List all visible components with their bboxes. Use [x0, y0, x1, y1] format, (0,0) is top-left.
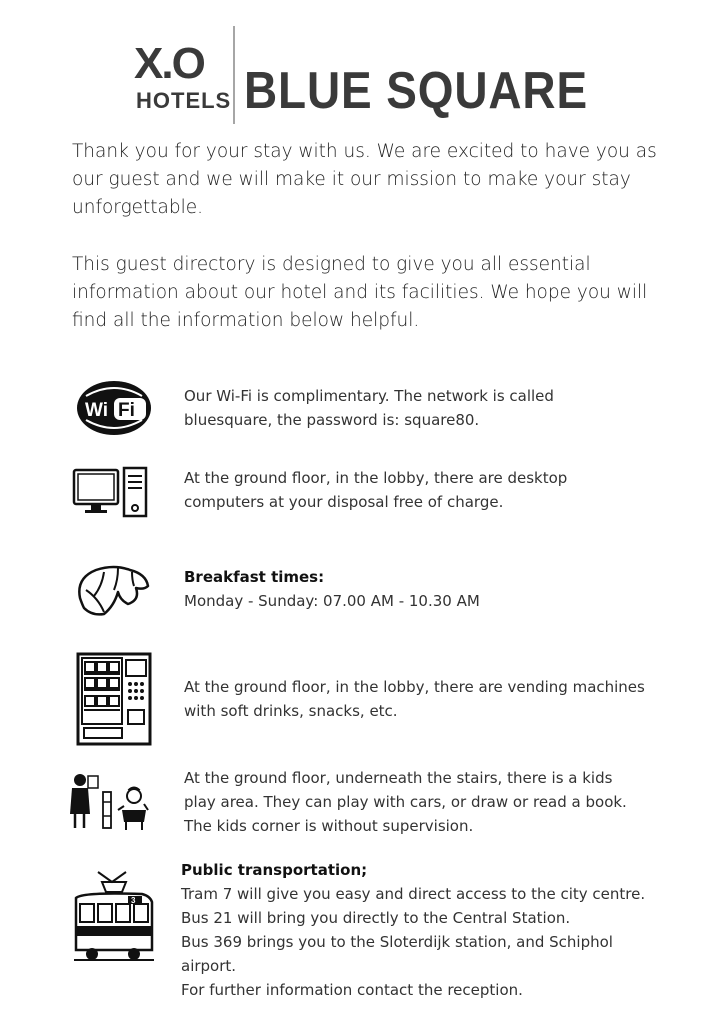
- tram-number: 3: [131, 896, 136, 905]
- vending-line-1: At the ground floor, in the lobby, there are vending machines: [184, 678, 645, 696]
- breakfast-title: Breakfast times:: [184, 568, 325, 586]
- vending-machine-icon: [76, 652, 152, 746]
- computers-line-1: At the ground floor, in the lobby, there are desktop: [184, 469, 568, 487]
- kids-line-1: At the ground floor, underneath the stairs, there is a kids: [184, 769, 613, 787]
- intro-paragraph-1: Thank you for your stay with us. We are excited to have you as our guest and we will make it our mission to make your stay unforgettable.: [72, 141, 657, 218]
- vending-text: [184, 675, 684, 723]
- intro-paragraph-2: This guest directory is designed to give you all essential information about our hotel and its facilities. We hope you will find all the information below helpful.: [72, 254, 648, 331]
- breakfast-text: [184, 565, 684, 613]
- transport-line-4: airport.: [181, 957, 237, 975]
- kids-play-icon: [68, 770, 150, 832]
- wifi-line-1: Our Wi-Fi is complimentary. The network is called: [184, 387, 554, 405]
- wifi-line-2: bluesquare, the password is: square80.: [184, 411, 480, 429]
- kids-line-2: play area. They can play with cars, or draw or read a book.: [184, 793, 627, 811]
- svg-text:Wi: Wi: [85, 400, 109, 421]
- computers-line-2: computers at your disposal free of charge.: [184, 493, 504, 511]
- svg-text:Fi: Fi: [118, 400, 135, 421]
- hotel-logo: [134, 26, 590, 124]
- tram-icon: [72, 870, 156, 964]
- transport-text: [181, 858, 681, 1002]
- transport-line-5: For further information contact the reception.: [181, 981, 523, 999]
- logo-brand: BLUE SQUARE: [244, 62, 588, 120]
- transport-line-3: Bus 369 brings you to the Sloterdijk station, and Schiphol: [181, 933, 613, 951]
- logo-xo: X.O: [134, 39, 204, 88]
- wifi-icon: [74, 378, 154, 438]
- vending-line-2: with soft drinks, snacks, etc.: [184, 702, 398, 720]
- transport-title: Public transportation;: [181, 861, 368, 879]
- breakfast-hours: Monday - Sunday: 07.00 AM - 10.30 AM: [184, 592, 480, 610]
- wifi-text: [184, 384, 684, 432]
- croissant-icon: [74, 560, 152, 620]
- transport-line-1: Tram 7 will give you easy and direct access to the city centre.: [181, 885, 646, 903]
- computers-text: [184, 466, 684, 514]
- desktop-computer-icon: [72, 466, 150, 518]
- transport-line-2: Bus 21 will bring you directly to the Central Station.: [181, 909, 571, 927]
- kids-line-3: The kids corner is without supervision.: [184, 817, 474, 835]
- logo-hotels: HOTELS: [136, 88, 232, 113]
- kids-text: [184, 766, 684, 838]
